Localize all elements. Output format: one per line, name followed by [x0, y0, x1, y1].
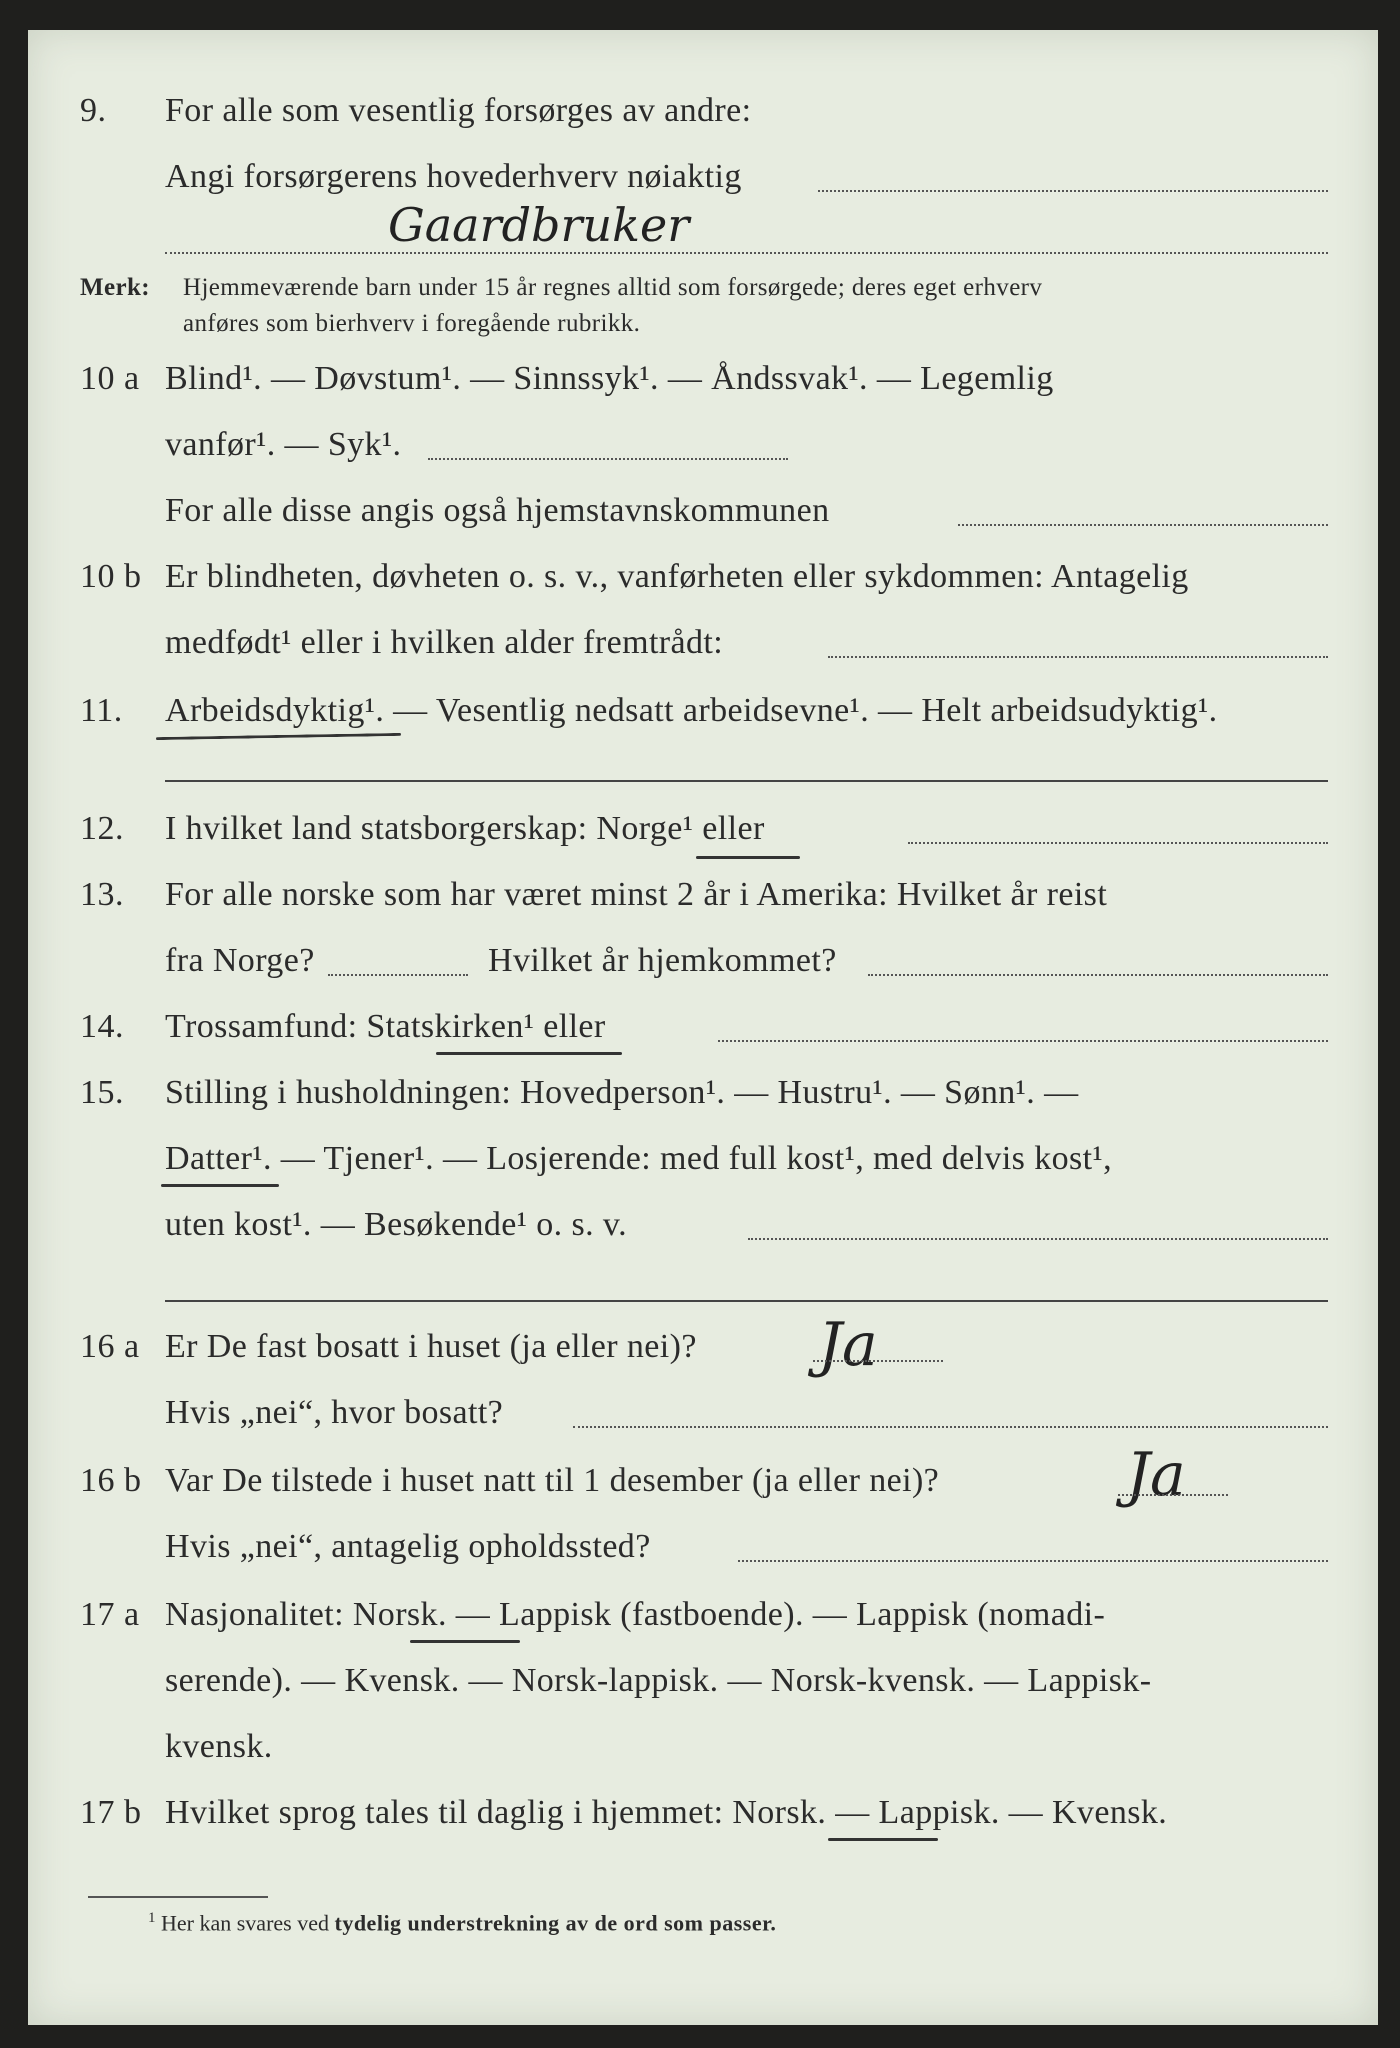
- q15-number: 15.: [80, 1074, 124, 1111]
- q17a-underline-norsk: [410, 1640, 520, 1643]
- q10b-fill-line: [828, 656, 1328, 658]
- footnote-text-b: tydelig understrekning av de ord som passer.: [334, 1910, 777, 1936]
- q15-line1: Stilling i husholdningen: Hovedperson¹. — Hustru¹. — Sønn¹. —: [165, 1074, 1079, 1111]
- q10a-fill-line: [428, 458, 788, 460]
- q11-line1: Arbeidsdyktig¹. — Vesentlig nedsatt arbeidsevne¹. — Helt arbeidsudyktig¹.: [165, 692, 1218, 729]
- footnote: [148, 1910, 776, 1936]
- q12-number: 12.: [80, 810, 124, 847]
- q14-fill-line: [718, 1040, 1328, 1042]
- q17b-line1: Hvilket sprog tales til daglig i hjemmet: Norsk. — Lappisk. — Kvensk.: [165, 1794, 1168, 1831]
- q17a-line3: kvensk.: [165, 1728, 273, 1765]
- q16a-line1: Er De fast bosatt i huset (ja eller nei)?: [165, 1328, 697, 1365]
- q10a-line3: For alle disse angis også hjemstavnskommunen: [165, 492, 830, 529]
- q10b-number: 10 b: [80, 558, 142, 595]
- q17a-line1: Nasjonalitet: Norsk. — Lappisk (fastboende). — Lappisk (nomadi-: [165, 1596, 1106, 1633]
- q13-line1: For alle norske som har været minst 2 år i Amerika: Hvilket år reist: [165, 876, 1108, 913]
- q9-handwritten-answer: Gaardbruker: [388, 198, 690, 252]
- q16a-number: 16 a: [80, 1328, 140, 1365]
- q11-underline-arbeidsdyktig: [156, 733, 401, 740]
- q16a-handwritten-answer: Ja: [818, 1310, 878, 1380]
- q9-number: 9.: [80, 92, 107, 129]
- q15-fill-line: [748, 1238, 1328, 1240]
- q12-underline-norge: [696, 856, 800, 859]
- q16b-fill-line: [738, 1560, 1328, 1562]
- q12-fill-line: [908, 842, 1328, 844]
- q16b-number: 16 b: [80, 1462, 142, 1499]
- q9-line2: Angi forsørgerens hovederhverv nøiaktig: [165, 158, 742, 195]
- census-form-page: [28, 30, 1378, 2025]
- merk-line1: Hjemmeværende barn under 15 år regnes alltid som forsørgede; deres eget erhverv: [183, 274, 1043, 301]
- q15-answer-line: [165, 1300, 1328, 1302]
- merk-label: Merk:: [80, 274, 151, 301]
- q10a-number: 10 a: [80, 360, 140, 397]
- q10a-line2: vanfør¹. — Syk¹.: [165, 426, 402, 463]
- q17a-line2: serende). — Kvensk. — Norsk-lappisk. — Norsk-kvensk. — Lappisk-: [165, 1662, 1152, 1699]
- merk-line2: anføres som bierhverv i foregående rubrikk.: [183, 310, 641, 337]
- q10b-line1: Er blindheten, døvheten o. s. v., vanførheten eller sykdommen: Antagelig: [165, 558, 1189, 595]
- q11-answer-line: [165, 780, 1328, 782]
- q15-underline-datter: [161, 1184, 279, 1187]
- q16b-answer-line: [1118, 1494, 1228, 1496]
- footnote-rule: [88, 1896, 268, 1898]
- q13-line2b: Hvilket år hjemkommet?: [488, 942, 837, 979]
- q16b-line1: Var De tilstede i huset natt til 1 desember (ja eller nei)?: [165, 1462, 940, 1499]
- q16a-line2: Hvis „nei“, hvor bosatt?: [165, 1394, 504, 1431]
- q10a-hjemstavn-line: [958, 524, 1328, 526]
- q9-line1: For alle som vesentlig forsørges av andre:: [165, 92, 752, 129]
- q17b-underline-norsk: [828, 1838, 938, 1841]
- q17b-number: 17 b: [80, 1794, 142, 1831]
- q16a-answer-line: [813, 1360, 943, 1362]
- q13-number: 13.: [80, 876, 124, 913]
- q9-fill-line: [818, 190, 1328, 192]
- q10b-line2: medfødt¹ eller i hvilken alder fremtrådt:: [165, 624, 724, 661]
- footnote-marker: 1: [148, 1910, 156, 1926]
- q13-reist-line: [328, 974, 468, 976]
- q16b-handwritten-answer: Ja: [1126, 1440, 1186, 1510]
- q16b-line2: Hvis „nei“, antagelig opholdssted?: [165, 1528, 651, 1565]
- q10a-line1: Blind¹. — Døvstum¹. — Sinnssyk¹. — Åndssvak¹. — Legemlig: [165, 360, 1054, 397]
- q13-line2a: fra Norge?: [165, 942, 315, 979]
- q9-answer-line: [165, 252, 1328, 254]
- q15-line2: Datter¹. — Tjener¹. — Losjerende: med full kost¹, med delvis kost¹,: [165, 1140, 1112, 1177]
- q16a-fill-line: [573, 1426, 1328, 1428]
- q11-number: 11.: [80, 692, 123, 729]
- footnote-text-a: Her kan svares ved: [161, 1910, 335, 1936]
- q14-number: 14.: [80, 1008, 124, 1045]
- q17a-number: 17 a: [80, 1596, 140, 1633]
- q14-underline-statskirken: [436, 1052, 622, 1055]
- q14-line1: Trossamfund: Statskirken¹ eller: [165, 1008, 606, 1045]
- q12-line1: I hvilket land statsborgerskap: Norge¹ eller: [165, 810, 765, 847]
- q15-line3: uten kost¹. — Besøkende¹ o. s. v.: [165, 1206, 628, 1243]
- q13-hjemkommet-line: [868, 974, 1328, 976]
